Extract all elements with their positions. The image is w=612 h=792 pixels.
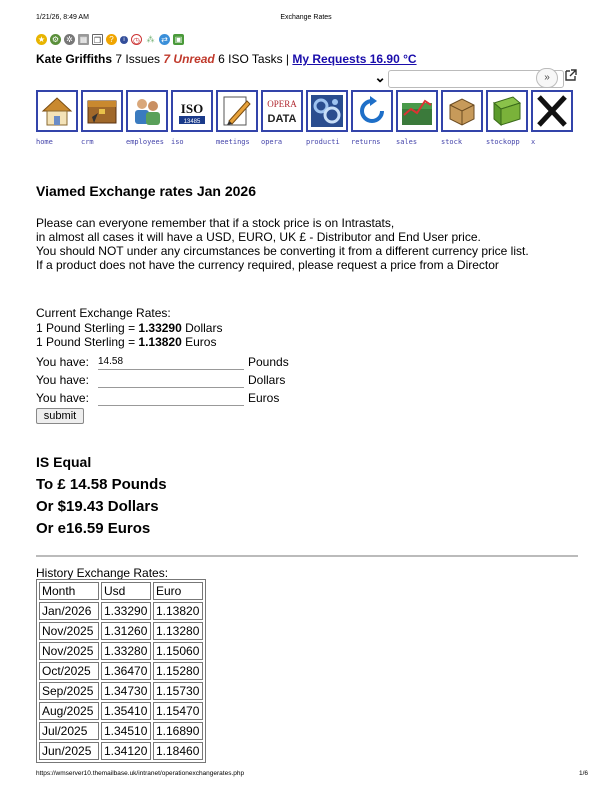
table-row	[39, 662, 203, 680]
opera-text: OPERA	[267, 99, 297, 109]
sales-icon	[399, 93, 435, 129]
info-icon[interactable]: i	[120, 36, 128, 44]
cell-euro: 1.15470	[153, 702, 203, 720]
notice-line: Please can everyone remember that if a stock price is on Intrastats,	[36, 216, 395, 230]
result-pounds-suffix: Pounds	[107, 476, 167, 493]
dollars-row	[36, 371, 289, 389]
nav-label-meetings[interactable]: meetings	[216, 138, 250, 146]
nav-label-crm[interactable]: crm	[81, 138, 94, 146]
nav-label-employees[interactable]: employees	[126, 138, 164, 146]
usd-rate-line	[36, 321, 222, 336]
usd-rate-suffix: Dollars	[181, 320, 223, 335]
euros-row	[36, 389, 289, 407]
cell-euro: 1.15280	[153, 662, 203, 680]
table-row	[39, 682, 203, 700]
you-have-label: You have:	[36, 355, 89, 369]
table-row	[39, 602, 203, 620]
nav-label-home[interactable]: home	[36, 138, 53, 146]
cell-euro: 1.18460	[153, 742, 203, 760]
cell-usd: 1.33290	[101, 602, 151, 620]
nav-label-products[interactable]: producti	[306, 138, 340, 146]
conversion-result	[36, 454, 167, 542]
cell-euro: 1.13280	[153, 622, 203, 640]
result-euros-suffix: Euros	[103, 520, 151, 537]
unread-count[interactable]: 7 Unread	[163, 52, 215, 66]
result-dollars	[36, 498, 167, 520]
cell-month: Oct/2025	[39, 662, 99, 680]
grid-icon[interactable]: ⁂	[146, 35, 155, 44]
column-header-usd: Usd	[101, 582, 151, 600]
dollars-label: Dollars	[248, 373, 286, 387]
home-icon	[39, 93, 75, 129]
result-dollars-prefix: Or $	[36, 498, 67, 515]
nav-opera[interactable]	[261, 90, 303, 132]
employees-icon	[129, 93, 165, 129]
table-row	[39, 642, 203, 660]
cell-usd: 1.31260	[101, 622, 151, 640]
print-date: 1/21/26, 8:49 AM	[36, 14, 89, 21]
crm-icon	[84, 93, 120, 129]
issues-count[interactable]: 7 Issues	[115, 52, 161, 66]
nav-label-stock[interactable]: stock	[441, 138, 463, 146]
cell-month: Jun/2025	[39, 742, 99, 760]
cell-usd: 1.33280	[101, 642, 151, 660]
nav-products[interactable]	[306, 90, 348, 132]
returns-icon	[354, 93, 390, 129]
cell-usd: 1.34510	[101, 722, 151, 740]
converter-form	[36, 353, 289, 424]
pounds-row	[36, 353, 289, 371]
cell-month: Aug/2025	[39, 702, 99, 720]
cell-month: Nov/2025	[39, 622, 99, 640]
user-status-line	[36, 52, 417, 66]
eur-rate-line	[36, 335, 222, 350]
cell-usd: 1.34730	[101, 682, 151, 700]
nav-select[interactable]	[36, 68, 386, 88]
result-euros	[36, 520, 167, 542]
divider	[36, 555, 578, 557]
user-name: Kate Griffiths	[36, 52, 113, 66]
iso-tasks[interactable]: 6 ISO Tasks |	[218, 52, 290, 66]
cell-month: Sep/2025	[39, 682, 99, 700]
nav-returns[interactable]	[351, 90, 393, 132]
current-rates-heading: Current Exchange Rates:	[36, 306, 171, 320]
products-icon	[309, 93, 345, 129]
my-requests-link[interactable]: My Requests 16.90 °C	[292, 52, 417, 66]
help-icon[interactable]: ?	[106, 34, 117, 45]
nav-label-stockopp[interactable]: stockopp	[486, 138, 520, 146]
nav-label-close[interactable]: x	[531, 138, 536, 146]
euros-label: Euros	[248, 391, 280, 405]
iso-text: ISO	[180, 101, 204, 116]
nav-iso[interactable]	[171, 90, 213, 132]
iso-icon	[174, 93, 210, 129]
result-dollars-suffix: Dollars	[103, 498, 159, 515]
cell-euro: 1.15730	[153, 682, 203, 700]
pounds-input[interactable]: 14.58	[98, 354, 244, 370]
cell-euro: 1.15060	[153, 642, 203, 660]
history-table	[36, 579, 206, 763]
cell-month: Nov/2025	[39, 642, 99, 660]
eur-rate-prefix: 1 Pound Sterling =	[36, 335, 139, 349]
star-icon[interactable]: ★	[37, 35, 46, 44]
notice-line: If a product does not have the currency required, please request a price from a Director	[36, 258, 499, 272]
nav-sales[interactable]	[396, 90, 438, 132]
main-nav	[36, 90, 573, 132]
eur-rate-suffix: Euros	[181, 335, 217, 349]
usd-rate-value: 1.33290	[138, 320, 182, 335]
table-row	[39, 622, 203, 640]
nav-label-sales[interactable]: sales	[396, 138, 418, 146]
nav-meetings[interactable]	[216, 90, 258, 132]
result-euros-prefix: Or e	[36, 520, 67, 537]
nav-label-iso[interactable]: iso	[171, 138, 184, 146]
copy-icon[interactable]: ❐	[93, 36, 102, 45]
nav-employees[interactable]	[126, 90, 168, 132]
opera-data-icon	[264, 93, 300, 129]
table-row	[39, 702, 203, 720]
cell-usd: 1.36470	[101, 662, 151, 680]
usd-rate-prefix: 1 Pound Sterling =	[36, 320, 139, 335]
you-have-label: You have:	[36, 391, 89, 405]
nav-label-opera[interactable]: opera	[261, 138, 283, 146]
page-number: 1/6	[578, 770, 588, 777]
print-url: https://wmserver10.themailbase.uk/intranet/operationexchangerates.php	[36, 770, 245, 777]
go-button[interactable]: »	[536, 68, 558, 88]
history-title: History Exchange Rates:	[36, 566, 169, 580]
table-row	[39, 722, 203, 740]
cell-usd: 1.34120	[101, 742, 151, 760]
quick-icons	[36, 34, 184, 48]
result-pounds-value: 14.58	[69, 476, 108, 493]
bag-icon[interactable]: ▣	[174, 35, 183, 44]
notice-line: in almost all cases it will have a USD, EURO, UK £ - Distributor and End User price.	[36, 230, 481, 244]
close-icon	[534, 93, 570, 129]
nav-labels	[36, 138, 573, 146]
notice-line: You should NOT under any circumstances be converting it from a different currency price list.	[36, 244, 529, 258]
you-have-label: You have:	[36, 373, 89, 387]
pounds-label: Pounds	[248, 355, 289, 369]
settings-icon[interactable]: ✲	[64, 34, 75, 45]
cell-euro: 1.16890	[153, 722, 203, 740]
toggle-icon[interactable]: ⇄	[159, 34, 170, 45]
current-rates	[36, 306, 222, 350]
cell-euro: 1.13820	[153, 602, 203, 620]
stock-icon	[444, 93, 480, 129]
data-text: DATA	[267, 113, 297, 125]
clock-icon[interactable]: ◷	[131, 34, 142, 45]
gear-icon[interactable]: ⚙	[51, 35, 60, 44]
meetings-icon	[219, 93, 255, 129]
stockopp-icon	[489, 93, 525, 129]
result-pounds-prefix: To £	[36, 476, 70, 493]
dollars-input[interactable]	[98, 372, 244, 388]
nav-home[interactable]	[36, 90, 78, 132]
print-title: Exchange Rates	[280, 14, 332, 21]
nav-close[interactable]	[531, 90, 573, 132]
table-row	[39, 742, 203, 760]
cell-month: Jan/2026	[39, 602, 99, 620]
nav-stock[interactable]	[441, 90, 483, 132]
calendar-icon[interactable]: ▦	[79, 35, 88, 44]
control-row	[36, 68, 582, 88]
result-euros-value: 16.59	[66, 520, 104, 537]
currency-notice	[36, 216, 576, 272]
nav-stockopp[interactable]	[486, 90, 528, 132]
iso-subtext: 13485	[183, 119, 201, 125]
nav-crm[interactable]	[81, 90, 123, 132]
column-header-month: Month	[39, 582, 99, 600]
page-title: Viamed Exchange rates Jan 2026	[36, 183, 256, 199]
cell-usd: 1.35410	[101, 702, 151, 720]
result-pounds	[36, 476, 167, 498]
submit-button[interactable]: submit	[36, 408, 84, 424]
cell-month: Jul/2025	[39, 722, 99, 740]
eur-rate-value: 1.13820	[138, 335, 182, 349]
history-header-row	[39, 582, 203, 600]
result-equal: IS Equal	[36, 454, 92, 470]
euros-input[interactable]	[98, 390, 244, 406]
result-dollars-value: 19.43	[66, 498, 104, 515]
chevron-down-icon: ⌄	[374, 69, 386, 85]
nav-label-returns[interactable]: returns	[351, 138, 381, 146]
external-link-icon[interactable]	[564, 68, 578, 82]
column-header-euro: Euro	[153, 582, 203, 600]
